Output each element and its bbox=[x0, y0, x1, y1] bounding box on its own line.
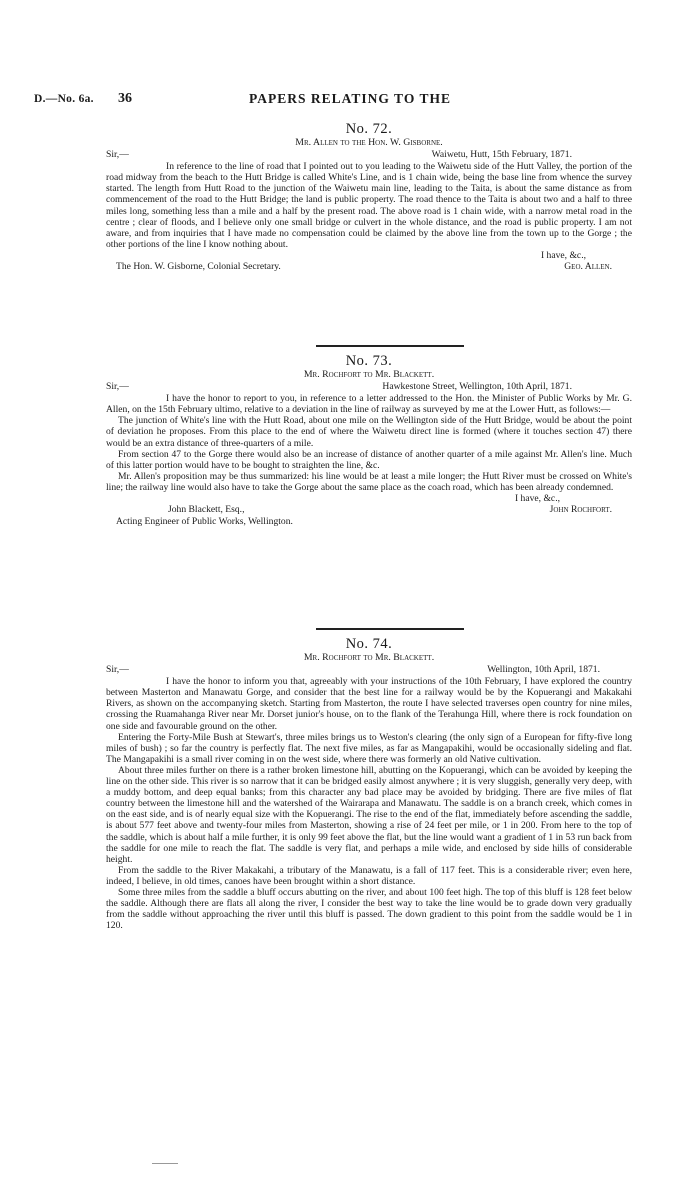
running-header bbox=[34, 93, 666, 111]
place-date: Waiwetu, Hutt, 15th February, 1871. bbox=[431, 149, 572, 161]
closing: I have, &c., bbox=[514, 493, 560, 505]
letter-from-to: Mr. Allen to the Hon. W. Gisborne. bbox=[295, 137, 443, 149]
paragraph: From the saddle to the River Makakahi, a tributary of the Manawatu, is a fall of 117 feet. This is a considerable river; even here, indeed, I believe, in old times, canoes have been brought within a short distance. bbox=[106, 864, 632, 887]
letter-from-to: Mr. Rochfort to Mr. Blackett. bbox=[303, 369, 435, 381]
salutation: Sir,— bbox=[106, 664, 129, 676]
paragraph: The junction of White's line with the Hutt Road, about one mile on the Wellington side of the Hutt Bridge, would be about the point of deviation he proposes. From this place to the end of where the Waiwetu direct line is formed (where it touches section 47) there would be an extra distance of three-quarters of a mile. bbox=[106, 415, 632, 449]
paragraph: In reference to the line of road that I pointed out to you leading to the Waiwetu side of the Hutt Valley, the portion of the road midway from the beach to the Hutt Bridge is called White's Line, and is 1 chain wide, being the base line from whence the survey started. The length from Hutt Road to the junction of the Waiwetu main line, leading to the Taita, is about the same distance as from commencement of the road to the Hutt Bridge; the land is public property. The road thence to the Taita is about two and a half to three miles long, something less than a mile and a half by the present road. The above road is 1 chain wide, with a narrow metal road in the centre ; clear of floods, and I believe only one small bridge or culvert in the whole distance, and the road is public property. I am not aware, and from inquiries that I have made no compensation could be claimed by the above line from the town up to the Gorge ; the other portions of the line I know nothing about. bbox=[106, 161, 632, 250]
letter-number: No. 73. bbox=[345, 353, 393, 369]
salutation: Sir,— bbox=[106, 381, 129, 393]
letter-73 bbox=[106, 353, 632, 528]
addressee-title: Acting Engineer of Public Works, Wellington. bbox=[116, 516, 293, 528]
addressee-signature-line bbox=[106, 504, 632, 516]
addressee: The Hon. W. Gisborne, Colonial Secretary. bbox=[116, 261, 281, 273]
signature: John Rochfort. bbox=[549, 504, 612, 516]
letter-74 bbox=[106, 636, 632, 932]
signature: Geo. Allen. bbox=[564, 261, 612, 273]
place-date: Wellington, 10th April, 1871. bbox=[487, 664, 600, 676]
letter-number: No. 74. bbox=[345, 636, 393, 652]
footer-mark bbox=[152, 1163, 178, 1164]
paragraph: About three miles further on there is a rather broken limestone hill, abutting on the Kopuerangi, which can be avoided by keeping the line on the other side. This river is so narrow that it can be bridged easily almost anywhere ; it is very sluggish, generally very deep, with a muddy bottom, and deep equal banks; from this character any bad place may be avoided by bridging. There are five miles of flat country between the limestone hill and the watershed of the Wairarapa and Manawatu. The saddle is on a branch creek, which comes in on the east side, and is of nearly equal size with the Kopuerangi. The rise to the end of the flat, immediately before ascending the saddle, is about 577 feet above and twenty-four miles from Masterton, showing a rise of 24 feet per mile, or 1 in 200. From here to the top of the saddle, which is about half a mile further, it is only 99 feet above the flat, but the line would want a gradient of 1 in 53 run back from the saddle for one mile to reach the flat. The saddle is very flat, and perhaps a mile wide, and enclosed by side hills of considerable height. bbox=[106, 764, 632, 865]
paragraph: Mr. Allen's proposition may be thus summarized: his line would be at least a mile longer; the Hutt River must be crossed on White's line; the railway line would also have to take the Gorge about the same place as the coach road, which has been already condemned. bbox=[106, 470, 632, 493]
running-title: PAPERS RELATING TO THE bbox=[249, 91, 451, 106]
paragraph: Entering the Forty-Mile Bush at Stewart's, three miles brings us to Weston's clearing (the only sign of a European for fifty-five long miles of bush) ; so far the country is perfectly flat. The next five miles, as far as Mangapakihi, would be occasionally sideling and flat. The Mangapakihi is a small river coming in on the west side, where there was formerly an old Native cultivation. bbox=[106, 731, 632, 765]
paragraph: I have the honor to inform you that, agreeably with your instructions of the 10th February, I have explored the country between Masterton and Manawatu Gorge, and consider that the best line for a railway would be by the Kopuerangi and Makakahi Rivers, as shown on the accompanying sketch. Starting from Masterton, the route I have selected traverses open country for nine miles, crossing the Ruamahanga River near Mr. Dorset junior's house, on to the flank of the Terahunga Hill, where there is rock foundation on one side and favourable ground on the other. bbox=[106, 676, 632, 732]
letter-number: No. 72. bbox=[345, 121, 393, 137]
salutation-line bbox=[106, 381, 632, 393]
salutation-line bbox=[106, 149, 632, 161]
letter-from-to: Mr. Rochfort to Mr. Blackett. bbox=[303, 652, 435, 664]
section-divider bbox=[316, 628, 464, 630]
addressee: John Blackett, Esq., bbox=[168, 504, 245, 516]
letter-72 bbox=[106, 121, 632, 273]
addressee-signature-line bbox=[106, 261, 632, 273]
paragraph: Some three miles from the saddle a bluff occurs abutting on the river, and about 100 feet high. The top of this bluff is 128 feet below the saddle. Although there are flats all along the river, I consider the best way to take the line would be to grade down very gradually from the saddle without approaching the river until this bluff is passed. The down gradient to this point from the saddle would be 1 in 120. bbox=[106, 886, 632, 932]
closing: I have, &c., bbox=[540, 249, 586, 261]
section-divider bbox=[316, 345, 464, 347]
paragraph: I have the honor to report to you, in reference to a letter addressed to the Hon. the Minister of Public Works by Mr. G. Allen, on the 15th February ultimo, relative to a deviation in the line of railway as surveyed by me at the Lower Hutt, as follows:— bbox=[106, 393, 632, 416]
page-number: 36 bbox=[118, 91, 132, 106]
paragraph: From section 47 to the Gorge there would also be an increase of distance of another quarter of a mile against Mr. Allen's line. Much of this latter portion would have to be bought to straighten the line, &c. bbox=[106, 448, 632, 471]
salutation-line bbox=[106, 664, 632, 676]
salutation: Sir,— bbox=[106, 149, 129, 161]
place-date: Hawkestone Street, Wellington, 10th April, 1871. bbox=[382, 381, 572, 393]
document-reference: D.—No. 6a. bbox=[34, 93, 94, 105]
